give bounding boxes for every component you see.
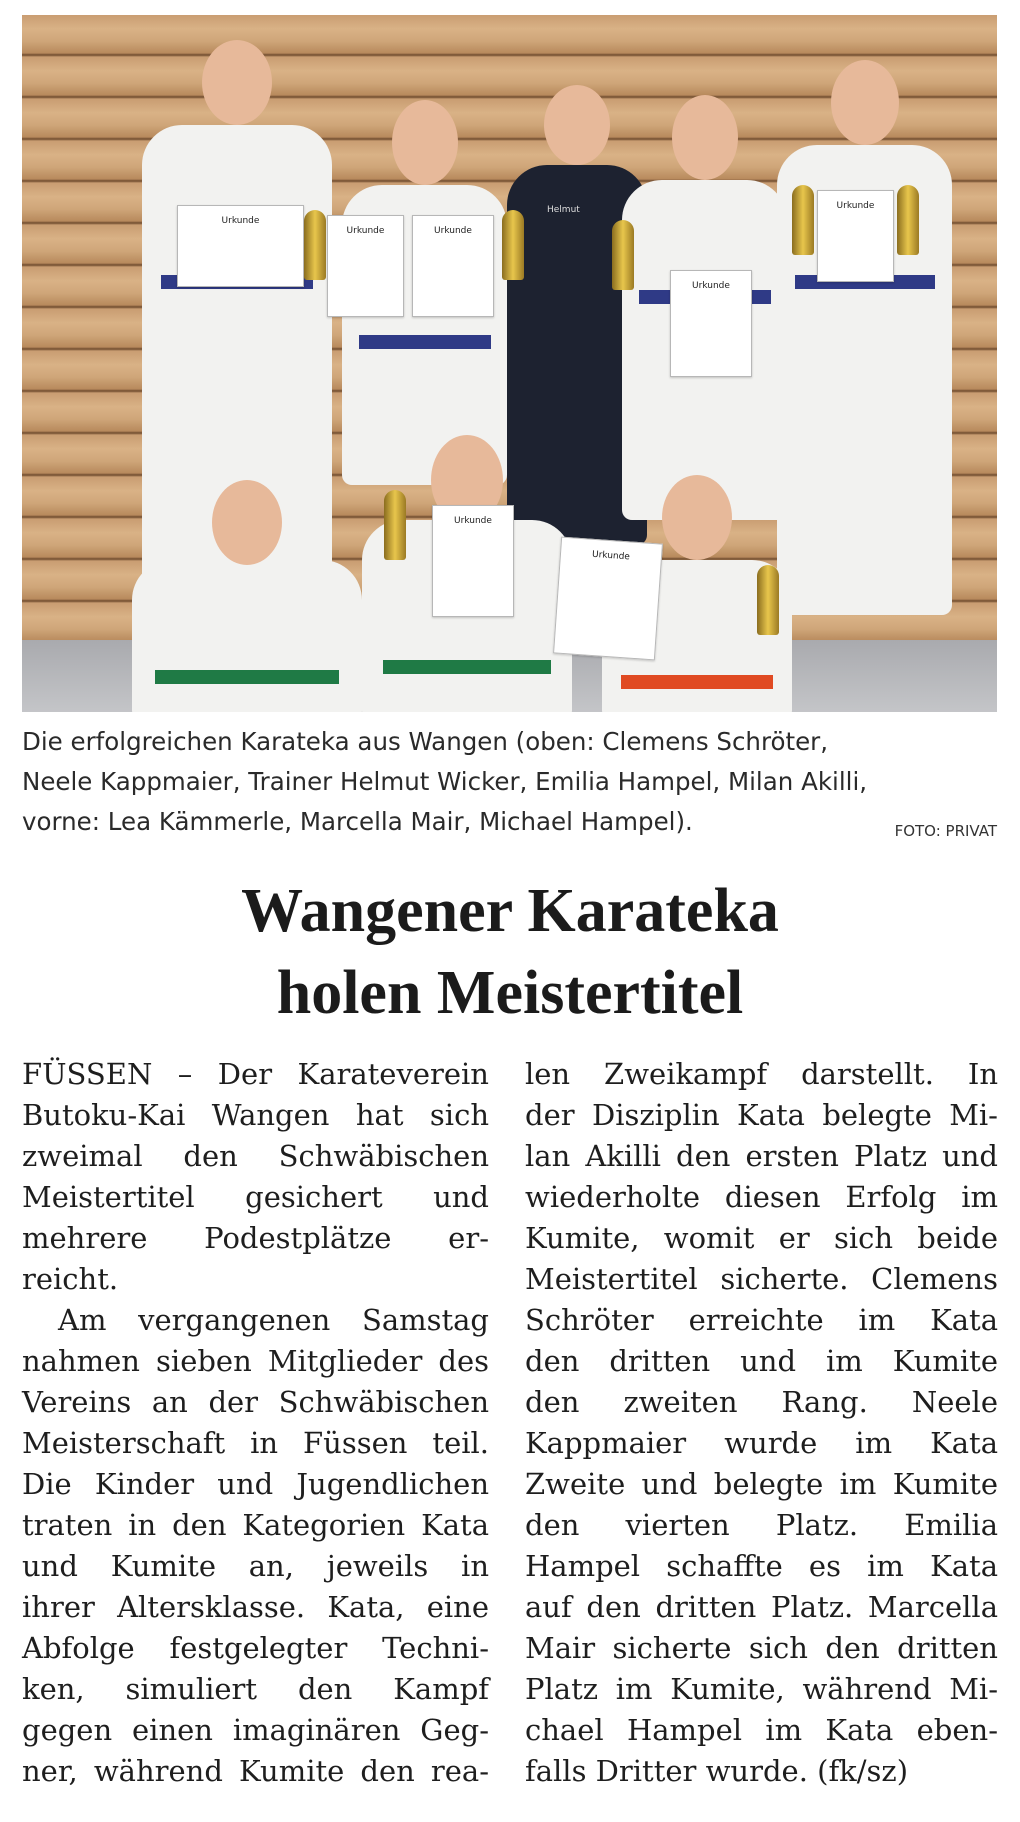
- text-line: Am vergangenen Samstag: [58, 1303, 489, 1337]
- text-line: FÜSSEN – Der Karateverein: [22, 1057, 489, 1091]
- certificate-label: Urkunde: [591, 549, 631, 563]
- text-line: Zweite und belegte im Kumite: [525, 1467, 998, 1501]
- certificate-label: Urkunde: [434, 226, 472, 236]
- text-line: chael Hampel im Kata eben-: [525, 1713, 998, 1747]
- text-line: zweimal den Schwäbischen: [22, 1139, 489, 1173]
- person-head: [831, 60, 899, 145]
- certificate-label: Urkunde: [692, 281, 730, 291]
- article-headline: [0, 870, 1020, 1034]
- person-head: [392, 100, 458, 185]
- text-line: reicht.: [22, 1262, 119, 1296]
- text-line: gegen einen imaginären Geg-: [22, 1713, 489, 1747]
- text-line: traten in den Kategorien Kata: [22, 1508, 489, 1542]
- certificate-label: Urkunde: [836, 201, 875, 211]
- headline-line-1: Wangener Karateka: [241, 877, 779, 945]
- text-line: Vereins an der Schwäbischen: [22, 1385, 489, 1419]
- person-head: [544, 85, 610, 165]
- trophy: [792, 185, 814, 255]
- text-line: Meisterschaft in Füssen teil.: [22, 1426, 489, 1460]
- certificate: [177, 205, 304, 287]
- text-line: den dritten und im Kumite: [525, 1344, 998, 1378]
- person-lea: [132, 560, 362, 712]
- certificate: [553, 537, 663, 661]
- certificate-label: Urkunde: [454, 516, 492, 526]
- person-head: [662, 475, 732, 560]
- text-line: ihrer Altersklasse. Kata, eine: [22, 1590, 489, 1624]
- certificate: [432, 505, 514, 617]
- trophy: [384, 490, 406, 560]
- green-belt: [155, 670, 339, 684]
- text-line: Meistertitel sicherte. Clemens: [525, 1262, 998, 1296]
- article-column-right: [525, 1054, 998, 1792]
- text-line: Kumite, womit er sich beide: [525, 1221, 998, 1255]
- text-line: Die Kinder und Jugendlichen: [22, 1467, 489, 1501]
- blue-belt: [359, 335, 491, 349]
- person-head: [672, 95, 738, 180]
- text-line: Kappmaier wurde im Kata: [525, 1426, 998, 1460]
- text-line: ner, während Kumite den rea-: [22, 1754, 489, 1788]
- text-line: Abfolge festgelegter Techni-: [22, 1631, 489, 1665]
- certificate: [670, 270, 752, 377]
- article-column-left: [22, 1054, 489, 1792]
- text-line: Meistertitel gesichert und: [22, 1180, 489, 1214]
- photo-caption: [22, 722, 997, 842]
- trophy: [612, 220, 634, 290]
- text-line: len Zweikampf darstellt. In: [525, 1057, 998, 1091]
- caption-line: Neele Kappmaier, Trainer Helmut Wicker, Emilia Hampel, Milan Akilli,: [22, 767, 868, 796]
- caption-line: Die erfolgreichen Karateka aus Wangen (oben: Clemens Schröter,: [22, 727, 829, 756]
- orange-belt: [621, 675, 773, 689]
- trophy: [502, 210, 524, 280]
- text-line: Mair sicherte sich den dritten: [525, 1631, 998, 1665]
- text-line: ken, simuliert den Kampf: [22, 1672, 489, 1706]
- certificate-label: Urkunde: [346, 226, 385, 236]
- certificate: [327, 215, 404, 317]
- text-line: Platz im Kumite, während Mi-: [525, 1672, 998, 1706]
- text-line: Schröter erreichte im Kata: [525, 1303, 998, 1337]
- jacket-label: Helmut: [547, 205, 580, 215]
- certificate: [817, 190, 894, 282]
- text-line: nahmen sieben Mitglieder des: [22, 1344, 489, 1378]
- headline-line-2: holen Meistertitel: [276, 959, 744, 1027]
- certificate-label: Urkunde: [221, 216, 260, 226]
- text-line: falls Dritter wurde. (fk/sz): [525, 1754, 909, 1788]
- person-head: [212, 480, 282, 565]
- green-belt: [383, 660, 551, 674]
- certificate: [412, 215, 494, 317]
- text-line: den vierten Platz. Emilia: [525, 1508, 998, 1542]
- text-line: und Kumite an, jeweils in: [22, 1549, 489, 1583]
- photo-credit: FOTO: PRIVAT: [894, 822, 997, 840]
- text-line: auf den dritten Platz. Marcella: [525, 1590, 998, 1624]
- text-line: mehrere Podestplätze er-: [22, 1221, 489, 1255]
- text-line: Butoku-Kai Wangen hat sich: [22, 1098, 489, 1132]
- trophy: [757, 565, 779, 635]
- text-line: Hampel schaffte es im Kata: [525, 1549, 998, 1583]
- caption-line: vorne: Lea Kämmerle, Marcella Mair, Michael Hampel).: [22, 807, 693, 836]
- text-line: lan Akilli den ersten Platz und: [525, 1139, 998, 1173]
- text-line: der Disziplin Kata belegte Mi-: [525, 1098, 998, 1132]
- person-head: [202, 40, 272, 125]
- text-line: wiederholte diesen Erfolg im: [525, 1180, 998, 1214]
- text-line: den zweiten Rang. Neele: [525, 1385, 998, 1419]
- team-photo: [22, 15, 997, 712]
- trophy: [897, 185, 919, 255]
- trophy: [304, 210, 326, 280]
